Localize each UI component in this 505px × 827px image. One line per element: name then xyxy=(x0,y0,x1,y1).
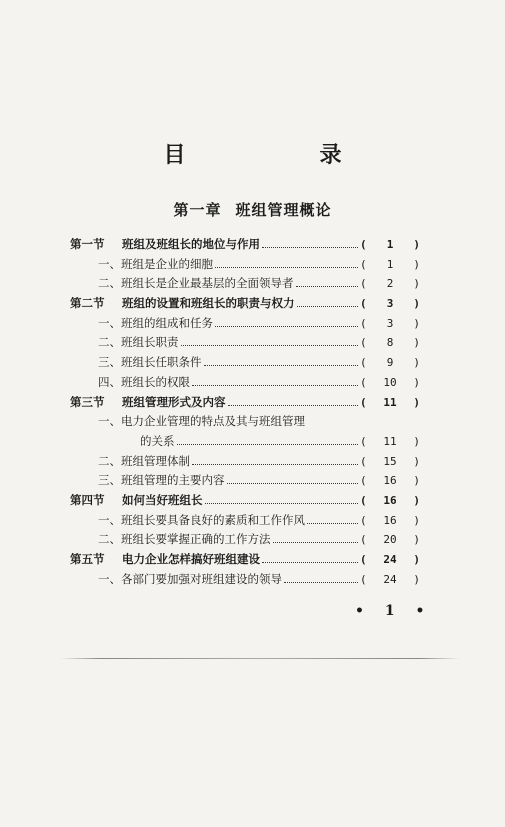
bottom-rule xyxy=(60,658,460,659)
toc-page-number: 16 xyxy=(383,493,397,507)
toc-entry-text: 一、电力企业管理的特点及其与班组管理 xyxy=(98,414,305,429)
dot-leader xyxy=(192,377,358,386)
toc-entry-label xyxy=(70,453,190,469)
dot-leader xyxy=(284,574,358,583)
toc-entry-label xyxy=(70,295,295,311)
chapter-name: 班组管理概论 xyxy=(235,201,332,219)
toc-page-ref: ( 11 ) xyxy=(360,434,420,448)
toc-page-number: 3 xyxy=(386,316,394,330)
toc-entry[interactable] xyxy=(70,551,420,571)
toc-entry-label xyxy=(70,256,213,272)
page-number: • 1 • xyxy=(355,603,433,619)
toc-entry[interactable] xyxy=(70,453,420,473)
page-title: 目 录 xyxy=(163,142,372,168)
chapter-heading xyxy=(0,199,505,220)
toc-entry-label xyxy=(70,374,190,390)
dot-leader xyxy=(297,298,359,307)
toc-entry[interactable] xyxy=(70,315,420,335)
toc-entry[interactable] xyxy=(70,472,420,492)
dot-leader xyxy=(273,534,359,543)
toc-entry-label xyxy=(70,275,294,291)
table-of-contents xyxy=(70,236,420,590)
toc-entry-label xyxy=(70,236,260,252)
toc-entry-label xyxy=(70,492,203,508)
toc-entry-label xyxy=(70,354,202,370)
toc-entry-text: 三、班组长任职条件 xyxy=(98,355,202,370)
section-number: 第三节 xyxy=(70,394,105,409)
toc-entry-label xyxy=(70,571,282,587)
toc-entry-text: 如何当好班组长 xyxy=(122,492,203,507)
toc-page-number: 9 xyxy=(386,356,394,370)
toc-entry-text: 电力企业怎样搞好班组建设 xyxy=(122,552,260,566)
toc-page-ref: ( 3 ) xyxy=(360,297,420,311)
toc-entry-label xyxy=(70,433,175,449)
toc-entry-label xyxy=(70,531,271,547)
toc-entry[interactable] xyxy=(70,413,420,433)
toc-page-ref: ( 16 ) xyxy=(360,493,420,507)
toc-entry-text: 二、班组长职责 xyxy=(98,335,179,350)
toc-entry[interactable] xyxy=(70,394,420,414)
dot-leader xyxy=(204,357,359,366)
toc-entry-text: 一、班组长要具备良好的素质和工作作风 xyxy=(98,512,305,527)
toc-page-number: 1 xyxy=(386,257,394,271)
toc-entry[interactable] xyxy=(70,295,420,315)
toc-page-number: 3 xyxy=(386,297,394,311)
dot-leader xyxy=(205,495,359,504)
toc-entry[interactable] xyxy=(70,531,420,551)
toc-page-number: 20 xyxy=(383,533,397,547)
dot-leader xyxy=(215,318,358,327)
toc-entry[interactable] xyxy=(70,512,420,532)
dot-leader xyxy=(228,397,359,406)
dot-leader xyxy=(215,259,358,268)
dot-leader xyxy=(192,456,358,465)
dot-leader xyxy=(262,239,358,248)
toc-page-number: 8 xyxy=(386,336,394,350)
section-number: 第一节 xyxy=(70,237,105,251)
toc-page-ref: ( 11 ) xyxy=(360,395,420,409)
toc-entry-text: 的关系 xyxy=(140,433,175,448)
toc-page-number: 24 xyxy=(383,572,397,586)
toc-page-ref: ( 20 ) xyxy=(360,533,420,547)
section-number: 第二节 xyxy=(70,296,105,311)
toc-entry[interactable] xyxy=(70,571,420,591)
toc-entry-text: 二、班组长要掌握正确的工作方法 xyxy=(98,532,271,547)
toc-page-number: 15 xyxy=(383,454,397,468)
toc-entry-text: 一、班组的组成和任务 xyxy=(98,315,213,330)
toc-entry-text: 四、班组长的权限 xyxy=(98,374,190,389)
toc-page-number: 2 xyxy=(386,277,394,291)
toc-page-ref: ( 9 ) xyxy=(360,356,420,370)
dot-leader xyxy=(296,278,359,287)
toc-entry-label xyxy=(70,551,260,567)
toc-entry[interactable] xyxy=(70,374,420,394)
toc-entry-label xyxy=(70,472,225,488)
toc-page-number: 16 xyxy=(383,474,397,488)
toc-entry-text: 班组及班组长的地位与作用 xyxy=(122,237,260,251)
toc-page-ref: ( 16 ) xyxy=(360,474,420,488)
toc-entry[interactable] xyxy=(70,492,420,512)
toc-entry-text: 班组管理形式及内容 xyxy=(122,394,226,409)
toc-page-ref: ( 24 ) xyxy=(360,553,420,566)
toc-entry[interactable] xyxy=(70,354,420,374)
dot-leader xyxy=(181,337,359,346)
dot-leader xyxy=(307,515,358,524)
toc-entry-label xyxy=(70,394,226,410)
toc-entry[interactable] xyxy=(70,334,420,354)
toc-page-ref: ( 1 ) xyxy=(360,238,420,251)
toc-entry-text: 一、班组是企业的细胞 xyxy=(98,256,213,271)
toc-entry-label xyxy=(70,334,179,350)
toc-entry[interactable] xyxy=(70,433,420,453)
toc-page-number: 24 xyxy=(383,553,397,566)
toc-entry-text: 一、各部门要加强对班组建设的领导 xyxy=(98,571,282,586)
dot-leader xyxy=(307,417,358,425)
toc-page-ref: ( 15 ) xyxy=(360,454,420,468)
dot-leader xyxy=(262,554,358,563)
toc-entry-text: 班组的设置和班组长的职责与权力 xyxy=(122,296,295,311)
toc-page-number: 11 xyxy=(383,395,397,409)
dot-leader xyxy=(177,436,359,445)
toc-page-ref: ( 16 ) xyxy=(360,513,420,527)
toc-page-ref: ( 2 ) xyxy=(360,277,420,291)
toc-entry-label xyxy=(70,413,305,429)
toc-page-number: 10 xyxy=(383,375,397,389)
toc-entry[interactable] xyxy=(70,236,420,256)
toc-entry-text: 二、班组管理体制 xyxy=(98,453,190,468)
toc-page-number: 16 xyxy=(383,513,397,527)
toc-page-ref: ( 24 ) xyxy=(360,572,420,586)
toc-page-ref: ( 8 ) xyxy=(360,336,420,350)
toc-entry[interactable] xyxy=(70,275,420,295)
toc-entry[interactable] xyxy=(70,256,420,276)
toc-entry-label xyxy=(70,315,213,331)
toc-page-number: 11 xyxy=(383,434,397,448)
section-number: 第五节 xyxy=(70,552,105,566)
toc-entry-label xyxy=(70,512,305,528)
toc-page-ref: ( 10 ) xyxy=(360,375,420,389)
chapter-number: 第一章 xyxy=(173,201,222,219)
toc-page-ref: ( 3 ) xyxy=(360,316,420,330)
toc-page-ref: ( 1 ) xyxy=(360,257,420,271)
toc-entry-text: 三、班组管理的主要内容 xyxy=(98,473,225,488)
toc-entry-text: 二、班组长是企业最基层的全面领导者 xyxy=(98,276,294,291)
dot-leader xyxy=(227,475,359,484)
section-number: 第四节 xyxy=(70,492,105,507)
toc-page-number: 1 xyxy=(386,238,394,251)
